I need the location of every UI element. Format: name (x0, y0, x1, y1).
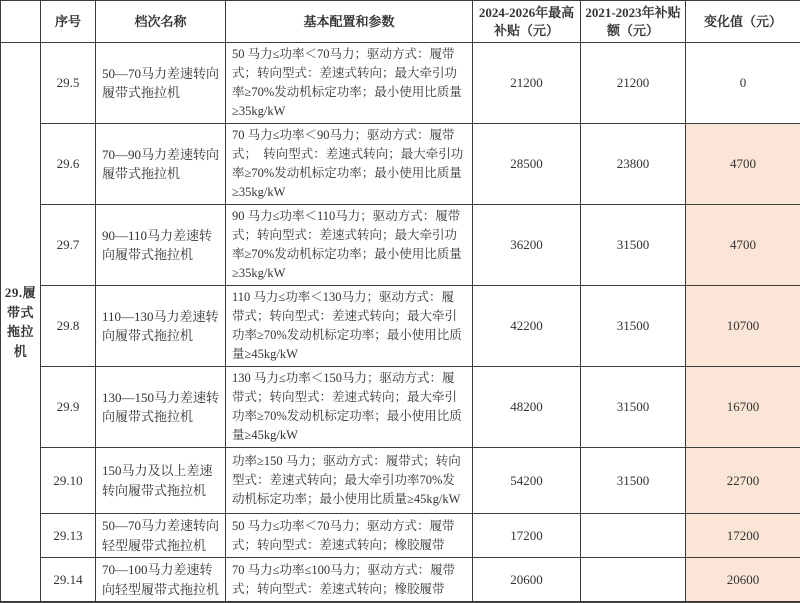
serial-cell: 29.9 (41, 367, 96, 448)
table-row (1, 286, 800, 367)
params-cell: 110 马力≤功率＜130马力；驱动方式：履带式；转向型式：差速式转向；最大牵引功率≥70%发动机标定功率；最小使用比质量≥45kg/kW (226, 286, 473, 367)
serial-cell: 29.13 (41, 514, 96, 558)
change-value-cell: 20600 (686, 558, 800, 603)
tier-name-cell: 70—90马力差速转向履带式拖拉机 (96, 124, 226, 205)
change-value-cell: 22700 (686, 448, 800, 514)
table-row (1, 43, 800, 124)
change-value-cell: 4700 (686, 124, 800, 205)
table-row (1, 558, 800, 603)
subsidy-2021-2023-cell (581, 558, 686, 603)
subsidy-2021-2023-cell: 23800 (581, 124, 686, 205)
table-body (1, 43, 800, 603)
table-row (1, 367, 800, 448)
max-subsidy-2024-2026-cell: 21200 (473, 43, 581, 124)
params-cell: 50 马力≤功率＜70马力；驱动方式：履带式；转向型式：差速式转向；最大牵引功率≥70%发动机标定功率；最小使用比质量≥35kg/kW (226, 43, 473, 124)
header-corner-cell (1, 1, 41, 43)
max-subsidy-2024-2026-cell: 36200 (473, 205, 581, 286)
params-cell: 70 马力≤功率＜90马力；驱动方式：履带式； 转向型式：差速式转向；最大牵引功率≥70%发动机标定功率；最小使用比质量≥35kg/kW (226, 124, 473, 205)
serial-cell: 29.5 (41, 43, 96, 124)
category-cell: 29.履带式拖拉机 (1, 43, 41, 603)
params-cell: 90 马力≤功率＜110马力；驱动方式：履带式；转向型式：差速式转向；最大牵引功率≥70%发动机标定功率；最小使用比质量≥35kg/kW (226, 205, 473, 286)
max-subsidy-2024-2026-cell: 54200 (473, 448, 581, 514)
subsidy-2021-2023-cell (581, 514, 686, 558)
params-cell: 70 马力≤功率≤100马力；驱动方式：履带式；转向型式：差速式转向；橡胶履带 (226, 558, 473, 603)
change-value-cell: 4700 (686, 205, 800, 286)
max-subsidy-2024-2026-cell: 48200 (473, 367, 581, 448)
table-row (1, 124, 800, 205)
serial-cell: 29.10 (41, 448, 96, 514)
tier-name-cell: 70—100马力差速转向轻型履带式拖拉机 (96, 558, 226, 603)
tier-name-cell: 90—110马力差速转向履带式拖拉机 (96, 205, 226, 286)
tier-name-cell: 130—150马力差速转向履带式拖拉机 (96, 367, 226, 448)
subsidy-2021-2023-cell: 21200 (581, 43, 686, 124)
header-row (1, 1, 800, 43)
max-subsidy-2024-2026-cell: 28500 (473, 124, 581, 205)
header-params-cell: 基本配置和参数 (226, 1, 473, 43)
max-subsidy-2024-2026-cell: 42200 (473, 286, 581, 367)
change-value-cell: 10700 (686, 286, 800, 367)
subsidy-2021-2023-cell: 31500 (581, 367, 686, 448)
params-cell: 50 马力≤功率＜70马力；驱动方式：履带式；转向型式：差速式转向；橡胶履带 (226, 514, 473, 558)
table-row (1, 448, 800, 514)
params-cell: 130 马力≤功率＜150马力；驱动方式：履带式；转向型式：差速式转向；最大牵引功率≥70%发动机标定功率；最小使用比质量≥45kg/kW (226, 367, 473, 448)
change-value-cell: 16700 (686, 367, 800, 448)
subsidy-2021-2023-cell: 31500 (581, 205, 686, 286)
tier-name-cell: 150马力及以上差速转向履带式拖拉机 (96, 448, 226, 514)
change-value-cell: 0 (686, 43, 800, 124)
header-max-subsidy-2024-2026-cell: 2024-2026年最高补贴（元） (473, 1, 581, 43)
tier-name-cell: 50—70马力差速转向履带式拖拉机 (96, 43, 226, 124)
subsidy-2021-2023-cell: 31500 (581, 448, 686, 514)
header-subsidy-2021-2023-cell: 2021-2023年补贴额（元） (581, 1, 686, 43)
header-serial-cell: 序号 (41, 1, 96, 43)
table-row (1, 514, 800, 558)
params-cell: 功率≥150 马力；驱动方式：履带式；转向型式：差速式转向；最大牵引功率70%发动机标定功率；最小使用比质量≥45kg/kW (226, 448, 473, 514)
serial-cell: 29.8 (41, 286, 96, 367)
header-change-cell: 变化值（元） (686, 1, 800, 43)
header-tier-name-cell: 档次名称 (96, 1, 226, 43)
serial-cell: 29.6 (41, 124, 96, 205)
tier-name-cell: 50—70马力差速转向轻型履带式拖拉机 (96, 514, 226, 558)
max-subsidy-2024-2026-cell: 20600 (473, 558, 581, 603)
serial-cell: 29.14 (41, 558, 96, 603)
change-value-cell: 17200 (686, 514, 800, 558)
subsidy-2021-2023-cell: 31500 (581, 286, 686, 367)
serial-cell: 29.7 (41, 205, 96, 286)
max-subsidy-2024-2026-cell: 17200 (473, 514, 581, 558)
tier-name-cell: 110—130马力差速转向履带式拖拉机 (96, 286, 226, 367)
table-row (1, 205, 800, 286)
